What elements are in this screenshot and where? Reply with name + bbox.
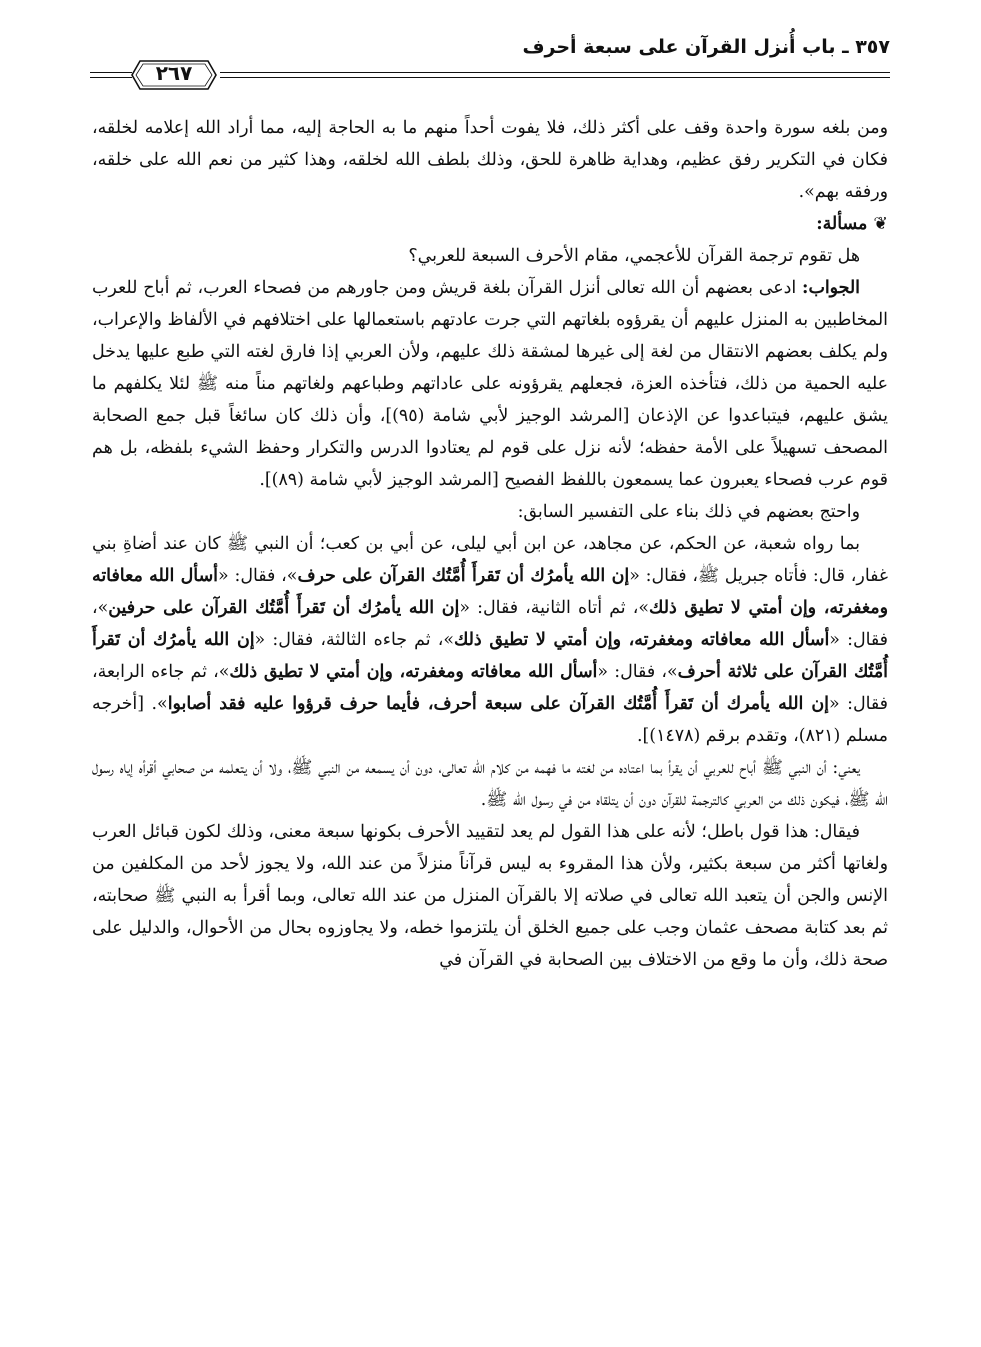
hadith-text: »، ثم جاءه الثالثة، فقال: « [254,630,454,650]
leaf-ornament-icon: ❦ [873,214,888,234]
hadith-quote: أسأل الله معافاته ومغفرته، وإن أمتي لا تطيق ذلك [229,662,598,682]
page-number-badge [130,58,218,92]
running-title: ٣٥٧ ـ باب أُنزل القرآن على سبعة أحرف [522,36,890,58]
hadith-text: »، ثم أتاه الثانية، فقال: « [459,598,650,618]
hadith-quote: أسأل الله معافاته ومغفرته، وإن أمتي لا تطيق ذلك [453,630,830,650]
header-rule [220,77,890,78]
hadith-quote: أسأل الله معافاته ومغفرته، وإن أمتي لا تطيق ذلك [92,566,888,618]
paragraph: واحتج بعضهم في ذلك بناء على التفسير السابق: [517,502,860,522]
heading-label: مسألة: [816,214,868,234]
hadith-quote: إن الله يأمرُك أن تَقرأَ أُمَّتُك القرآن على حرف [297,566,630,586]
page-header [90,28,890,85]
question-paragraph: هل تقوم ترجمة القرآن للأعجمي، مقام الأحرف السبعة للعربي؟ [408,246,860,266]
hadith-paragraph [92,528,888,752]
hadith-quote: إن الله يأمرُك أن تَقرأَ أُمَّتُك القرآن على حرفين [108,598,460,618]
hadith-text: »، فقال: « [597,662,678,682]
header-rule [220,72,890,73]
hadith-text: »، ثم جاءه الرابعة، فقال: « [92,662,888,714]
hadith-text: »، فقال: « [218,566,298,586]
hadith-quote: إن الله يأمرُك أن تَقرأَ أُمَّتُك القرآن على ثلاثة أحرف [92,630,889,682]
paragraph: ومن بلغه سورة واحدة وقف على أكثر ذلك، فلا يفوت أحداً منهم ما به الحاجة إليه، مما أراد الله إعلامه لخلقه، فكان في التكرير رفق عظيم، وهداية ظاهرة للحق، وذلك بلطف الله لخلقه، وهذا كثير من نعم الله على خلقه، ورفقه بهم». [92,118,888,202]
hadith-quote: إن الله يأمرك أن تَقرأَ أُمَّتُك القرآن على سبعة أحرف، فأيما حرف قرؤوا عليه فقد أصابوا [167,694,829,714]
header-rule [90,72,132,73]
header-rule [90,77,132,78]
paragraph: فيقال: هذا قول باطل؛ لأنه على هذا القول لم يعد لتقييد الأحرف بكونها سبعة معنى، وذلك لكون قبائل العرب ولغاتها أكثر من سبعة بكثير، ولأن هذا المقروء به ليس قرآناً منزلاً من عند الله، ولا يجوز لأحد من المكلفين من الإنس والجن أن يتعبد الله تعالى في صلاته إلا بالقرآن المنزل من عند الله تعالى، وبما أقرأ به النبي ﷺ صحابته، ثم بعد كتابة مصحف عثمان وجب على جميع الخلق أن يلتزموا خطه، ولا يجاوزوه بحال من الأحوال، والدليل على صحة ذلك، وأن ما وقع من الاختلاف بين الصحابة في القرآن في [92,822,888,970]
hadith-text: »، فقال: « [92,598,888,650]
section-heading [92,208,888,240]
answer-paragraph [92,272,888,496]
page-body [92,112,888,976]
paragraph: يعني: أن النبي ﷺ أباح للعربي أن يقرأ بما اعتاده من لغته ما فهمه من كلام الله تعالى، دون أن يسمعه من النبي ﷺ، ولا أن يتعلمه من صحابي أقرأه إياه رسول الله ﷺ، فيكون ذلك من العربي كالترجمة للقرآن دون أن يتلقاه من في رسول الله ﷺ. [92,758,888,810]
hadith-citation: ». [أخرجه مسلم (٨٢١)، وتقدم برقم (١٤٧٨)]. [92,694,888,746]
hadith-text: بما رواه شعبة، عن الحكم، عن مجاهد، عن ابن أبي ليلى، عن أبي بن كعب؛ أن النبي ﷺ كان عند أضاةِ بني غفار، قال: فأتاه جبريل ﷺ، فقال: « [92,534,889,586]
page-number: ٢٦٧ [155,61,193,85]
answer-label: الجواب: [802,278,860,298]
answer-text: ادعى بعضهم أن الله تعالى أنزل القرآن بلغة قريش ومن جاورهم من فصحاء العرب، ثم أباح للعرب المخاطبين به المنزل عليهم أن يقرؤوه بلغاتهم التي جرت عادتهم باستعمالها على اختلافهم في الألفاظ والإعراب، ولم يكلف بعضهم الانتقال من لغة إلى غيرها لمشقة ذلك عليهم، ولأن العربي إذا فارق لغته التي طبع عليها يدخل عليه الحمية من ذلك، فتأخذه العزة، فجعلهم يقرؤونه على عاداتهم وطباعهم ولغاتهم مناً منه ﷺ لئلا يكلفهم ما يشق عليهم، فيتباعدوا عن الإذعان [المرشد الوجيز لأبي شامة (٩٥)]، وأن ذلك كان سائغاً قبل جمع الصحابة المصحف تسهيلاً على الأمة حفظه؛ لأنه نزل على قوم لم يعتادوا الدرس والتكرار وحفظ الشيء بلفظه، بل هم قوم عرب فصحاء يعبرون عما يسمعون باللفظ الفصيح [المرشد الوجيز لأبي شامة (٨٩)]. [92,278,888,490]
